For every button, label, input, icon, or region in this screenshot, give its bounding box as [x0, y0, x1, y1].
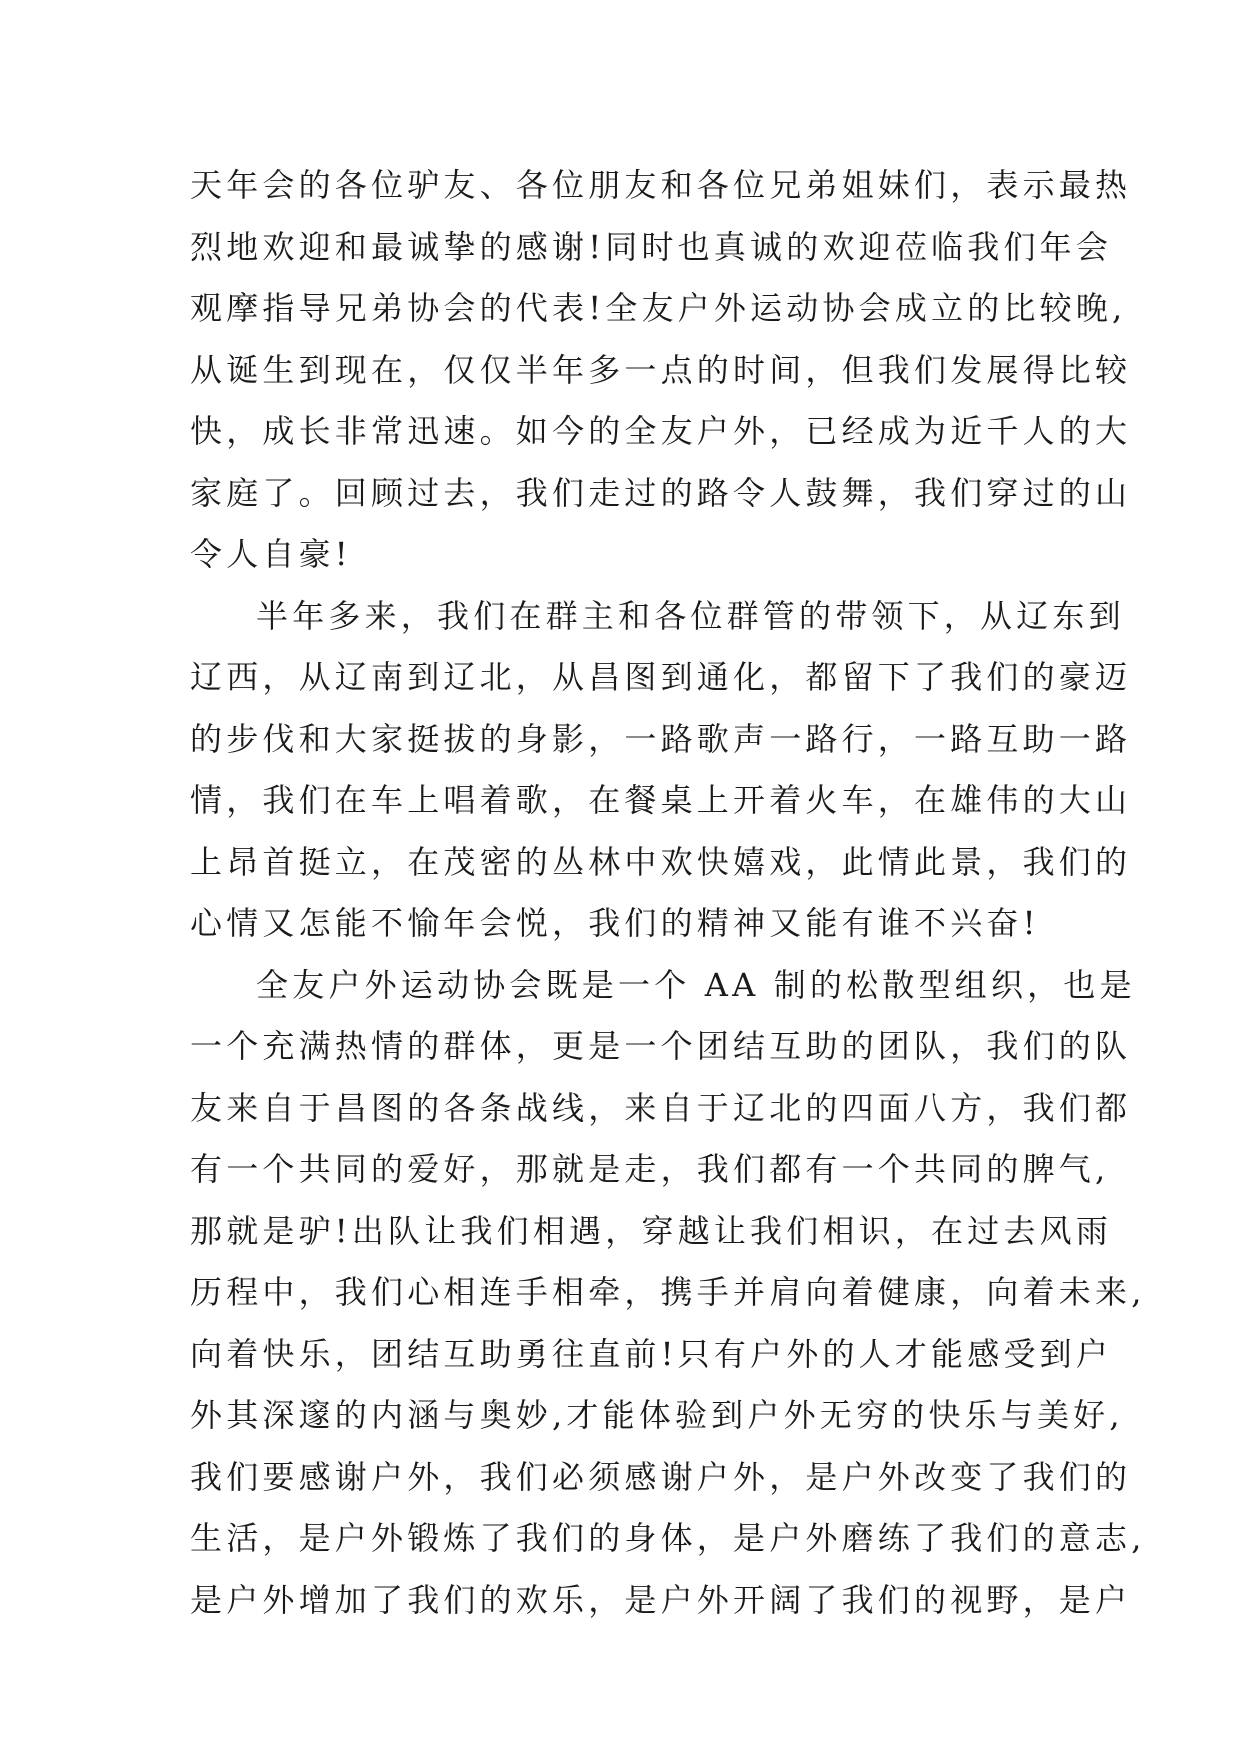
text-line: 烈地欢迎和最诚挚的感谢!同时也真诚的欢迎莅临我们年会: [190, 227, 1113, 266]
text-line: 那就是驴!出队让我们相遇，穿越让我们相识，在过去风雨: [190, 1211, 1113, 1250]
paragraph-first-line: 半年多来，我们在群主和各位群管的带领下，从辽东到: [256, 596, 1125, 635]
text-line: 从诞生到现在，仅仅半年多一点的时间，但我们发展得比较: [190, 350, 1132, 389]
text-line: 的步伐和大家挺拔的身影，一路歌声一路行，一路互助一路: [190, 719, 1132, 758]
text-line: 向着快乐，团结互助勇往直前!只有户外的人才能感受到户: [190, 1334, 1113, 1373]
text-line: 一个充满热情的群体，更是一个团结互助的团队，我们的队: [190, 1027, 1132, 1065]
body-text: [190, 155, 1146, 1631]
text-line: 快，成长非常迅速。如今的全友户外，已经成为近千人的大: [190, 412, 1132, 450]
text-line: 情，我们在车上唱着歌，在餐桌上开着火车，在雄伟的大山: [190, 781, 1132, 819]
text-line: 是户外增加了我们的欢乐，是户外开阔了我们的视野，是户: [190, 1580, 1132, 1619]
text-line: 上昂首挺立，在茂密的丛林中欢快嬉戏，此情此景，我们的: [190, 842, 1132, 881]
text-line: 有一个共同的爱好，那就是走，我们都有一个共同的脾气,: [190, 1150, 1110, 1188]
text-line: 天年会的各位驴友、各位朋友和各位兄弟姐妹们，表示最热: [190, 166, 1132, 204]
text-line: 生活，是户外锻炼了我们的身体，是户外磨练了我们的意志,: [190, 1519, 1146, 1557]
text-line: 我们要感谢户外，我们必须感谢户外，是户外改变了我们的: [190, 1457, 1132, 1496]
paragraph-first-line: 全友户外运动协会既是一个 AA 制的松散型组织，也是: [256, 965, 1136, 1004]
text-line: 历程中，我们心相连手相牵，携手并肩向着健康，向着未来,: [190, 1273, 1146, 1311]
text-line: 外其深邃的内涵与奥妙,才能体验到户外无穷的快乐与美好,: [190, 1396, 1124, 1434]
text-line: 心情又怎能不愉年会悦，我们的精神又能有谁不兴奋!: [190, 904, 1040, 942]
text-line: 家庭了。回顾过去，我们走过的路令人鼓舞，我们穿过的山: [190, 473, 1132, 512]
text-line: 令人自豪!: [190, 535, 352, 573]
text-line: 辽西，从辽南到辽北，从昌图到通化，都留下了我们的豪迈: [190, 658, 1132, 696]
text-line: 观摩指导兄弟协会的代表!全友户外运动协会成立的比较晚,: [190, 289, 1127, 327]
text-line: 友来自于昌图的各条战线，来自于辽北的四面八方，我们都: [190, 1088, 1132, 1127]
